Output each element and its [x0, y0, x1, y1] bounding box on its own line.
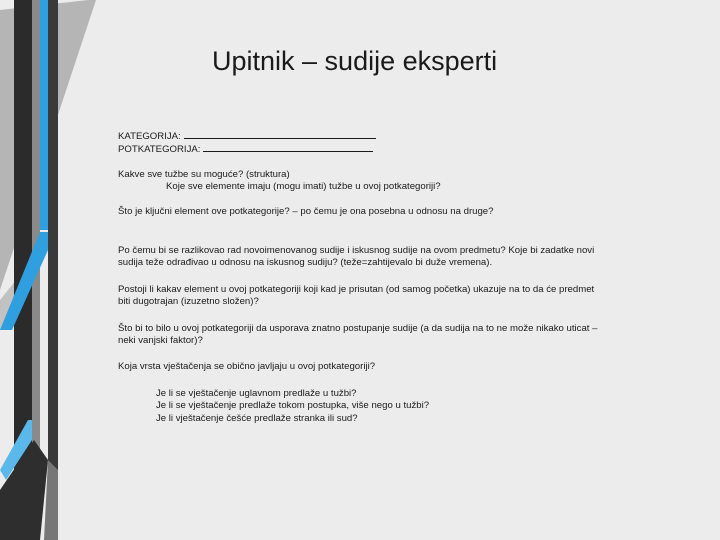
question-6-sub-3: Je li vještačenje češće predlaže stranka ili sud? [156, 412, 358, 424]
question-1: Kakve sve tužbe su moguće? (struktura) [118, 168, 290, 180]
subcategory-label: POTKATEGORIJA: [118, 144, 201, 156]
subcategory-row [118, 143, 608, 156]
page-title: Upitnik – sudije eksperti [212, 46, 498, 76]
category-label: KATEGORIJA: [118, 131, 181, 142]
category-row [118, 130, 608, 143]
question-4: Postoji li kakav element u ovoj potkategoriji koji kad je prisutan (od samog početka) ukazuje na to da će predmet biti dugotrajan (izuzetno složen)? [118, 283, 595, 308]
question-6-sub-1: Je li se vještačenje uglavnom predlaže u tužbi? [156, 387, 357, 399]
subcategory-input-line[interactable] [203, 143, 373, 152]
deco-corner-dark [0, 440, 48, 540]
question-3: Po čemu bi se razlikovao rad novoimenovanog sudije i iskusnog sudije na ovom predmetu? Koje bi zadatke novi sudija teže odrađivao u odnosu na iskusnog sudiju? (teže=zahtijevalo bi duže vremena). [118, 245, 595, 269]
question-6-sub-2: Je li se vještačenje predlaže tokom postupka, više nego u tužbi? [156, 400, 430, 412]
question-2: Što je ključni element ove potkategorije? – po čemu je ona posebna u odnosu na druge? [118, 205, 494, 217]
question-1-sub: Koje sve elemente imaju (mogu imati) tužbe u ovoj potkategoriji? [166, 181, 441, 193]
deco-blue-top [40, 0, 48, 230]
questionnaire-body [118, 130, 608, 425]
category-input-line[interactable] [184, 130, 376, 139]
question-6: Koja vrsta vještačenja se obično javljaju u ovoj potkategoriji? [118, 361, 376, 373]
question-6-subs [118, 388, 608, 425]
deco-bar-dark-right [48, 0, 58, 540]
question-5: Što bi to bilo u ovoj potkategoriji da usporava znatno postupanje sudije (a da sudija na to ne može nikako uticat – neki vanjski faktor)? [118, 322, 598, 347]
